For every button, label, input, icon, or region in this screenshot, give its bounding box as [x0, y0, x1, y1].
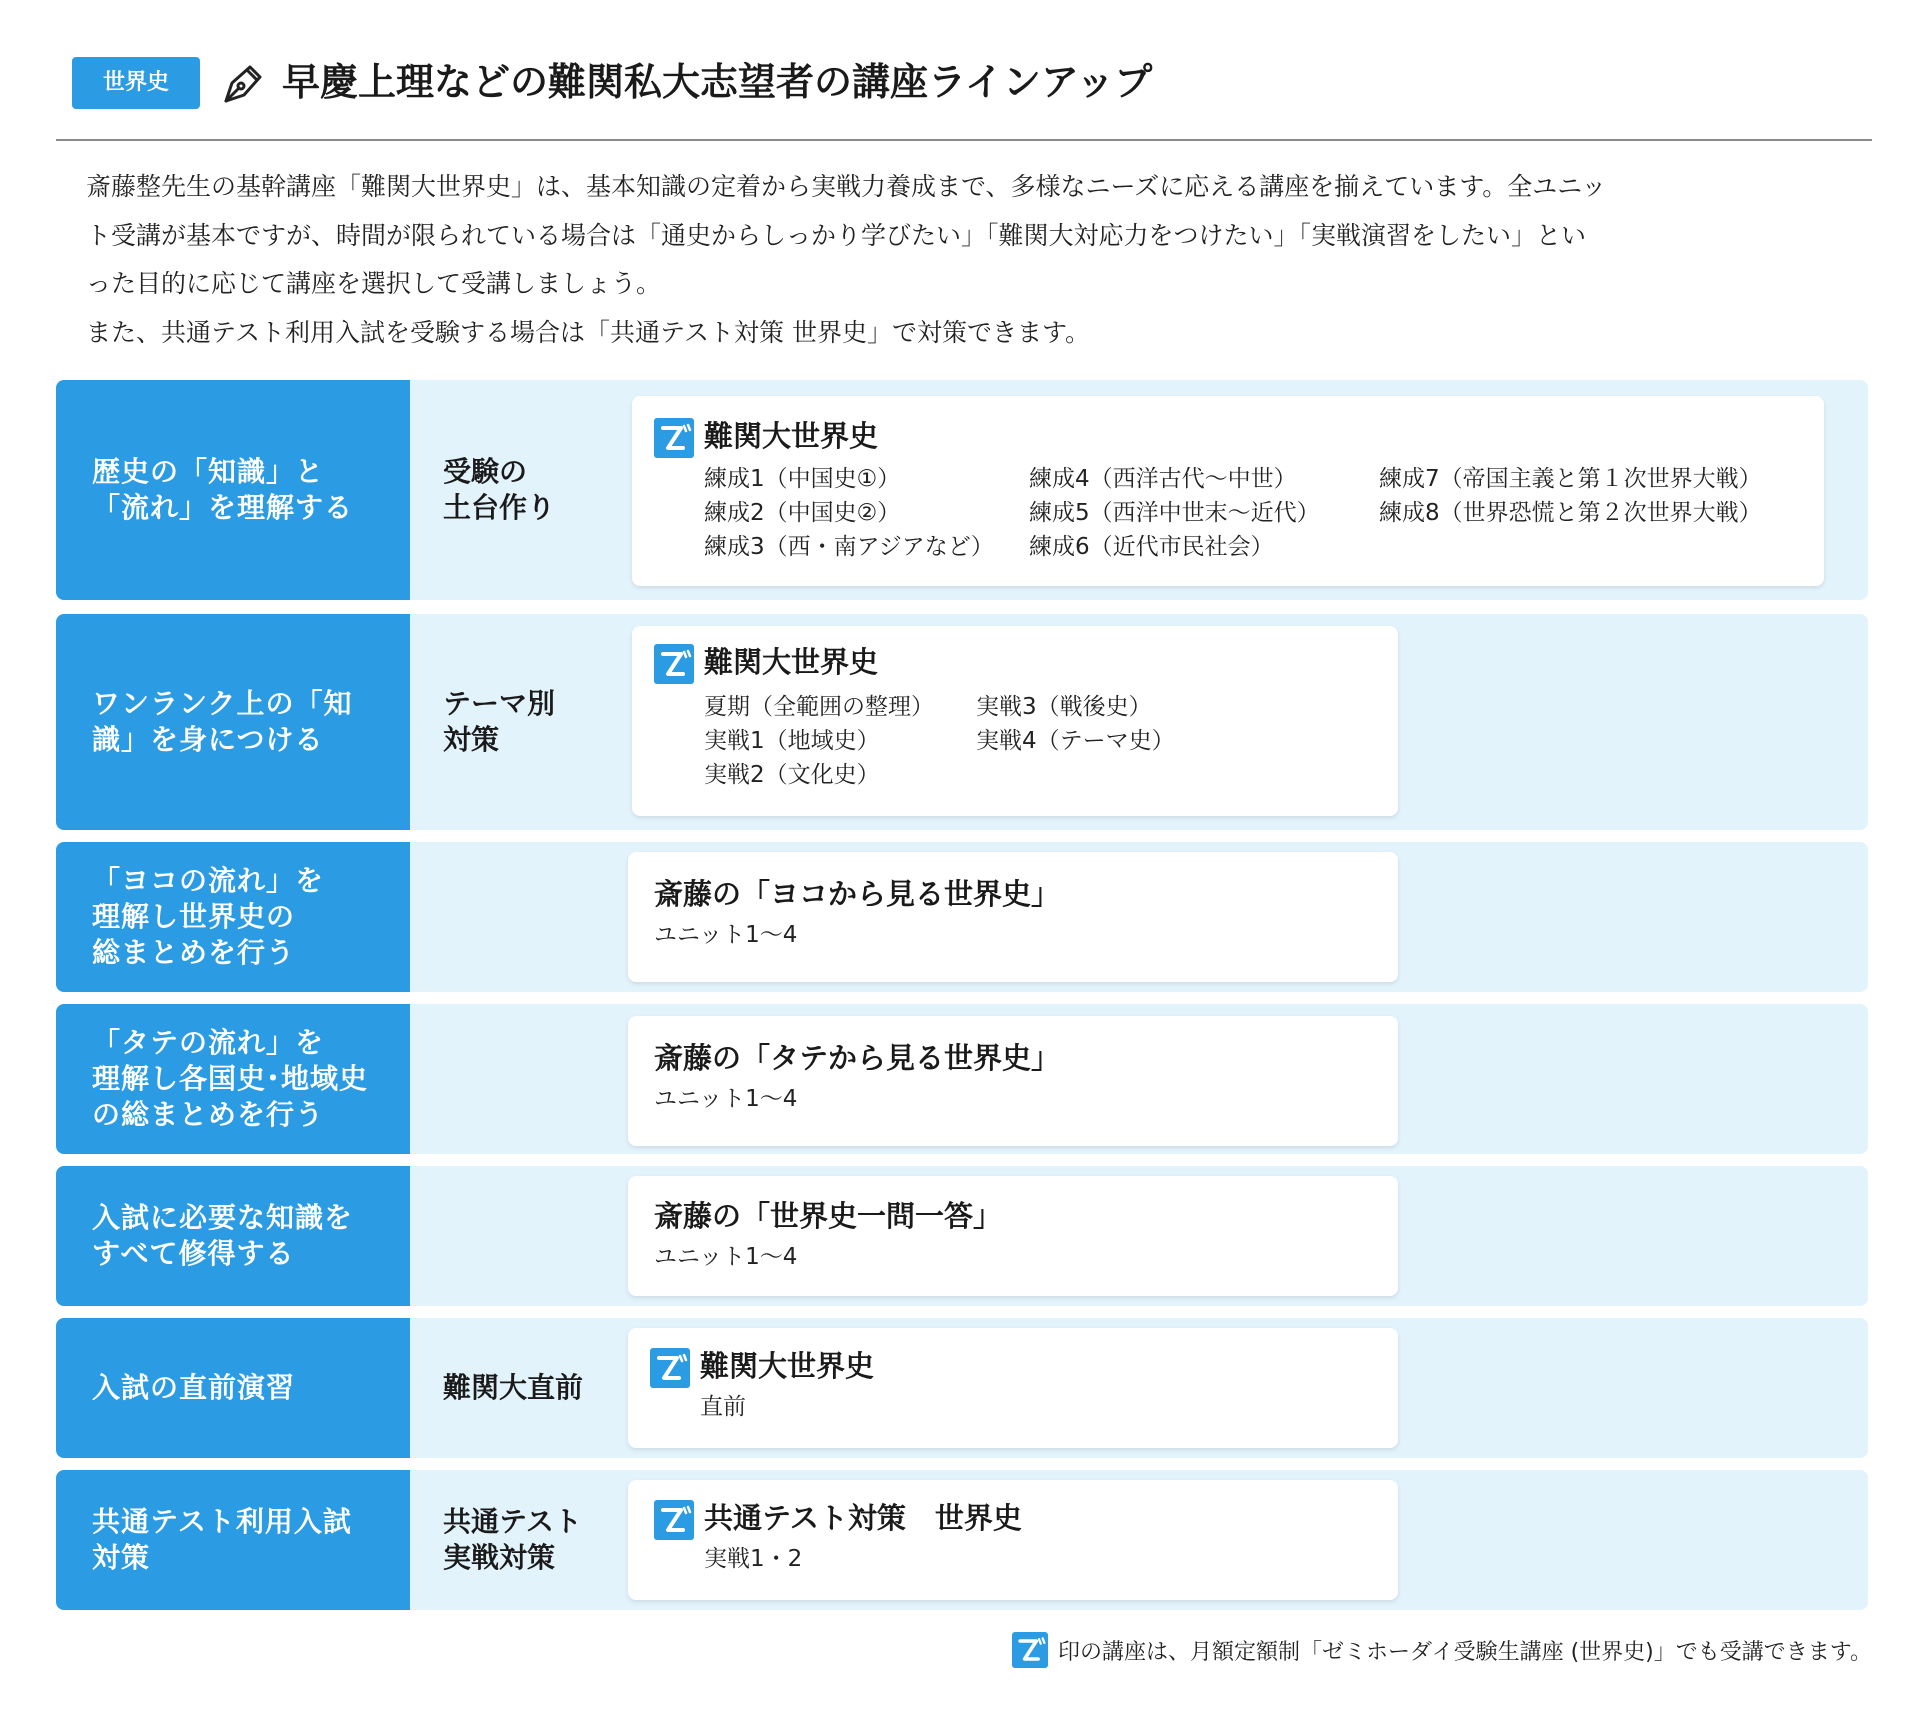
row-category: [443, 614, 643, 830]
row-goal: [56, 842, 410, 992]
course-card[interactable]: [628, 852, 1398, 982]
subject-badge: 世界史: [72, 57, 200, 109]
course-card[interactable]: [628, 1016, 1398, 1146]
zemi-icon: [650, 1348, 690, 1388]
intro-line: った目的に応じて講座を選択して受講しましょう。: [86, 269, 662, 298]
unit-item: 実戦2（文化史）: [704, 762, 880, 788]
unit-item: 練成2（中国史②）: [704, 500, 901, 526]
footnote-text: 印の講座は、月額定額制「ゼミホーダイ受験生講座 (世界史)」でも受講できます。: [1058, 1639, 1872, 1665]
lineup-row: [56, 614, 1868, 830]
course-title: 斎藤の「世界史一問一答」: [654, 1199, 1003, 1233]
course-title: 斎藤の「ヨコから見る世界史」: [654, 877, 1061, 911]
course-title: 難関大世界史: [704, 645, 879, 679]
intro-line: また、共通テスト利用入試を受験する場合は「共通テスト対策 世界史」で対策できます。: [86, 317, 1090, 347]
intro-text: [86, 163, 1846, 357]
unit-item: 練成3（西・南アジアなど）: [704, 534, 994, 560]
row-goal-text: 「ヨコの流れ」を 理解し世界史の 総まとめを行う: [92, 864, 325, 969]
unit-item: 練成7（帝国主義と第１次世界大戦）: [1379, 466, 1762, 492]
row-category-text: テーマ別 対策: [443, 687, 556, 756]
header: [72, 54, 1872, 110]
unit-item: 実戦1（地域史）: [704, 728, 880, 754]
unit-item: 実戦1・2: [704, 1546, 803, 1572]
lineup-row: [56, 842, 1868, 992]
lineup-row: [56, 380, 1868, 600]
row-goal-text: 「タテの流れ」を 理解し各国史･地域史 の総まとめを行う: [92, 1026, 369, 1131]
course-title: 難関大世界史: [704, 419, 879, 453]
unit-item: 実戦3（戦後史）: [976, 694, 1152, 720]
row-goal: [56, 1470, 410, 1610]
intro-line: ト受講が基本ですが、時間が限られている場合は「通史からしっかり学びたい」「難関大対応力をつけたい」「実戦演習をしたい」とい: [86, 220, 1587, 250]
course-title: 斎藤の「タテから見る世界史」: [654, 1041, 1061, 1075]
row-category-text: 受験の 土台作り: [443, 455, 556, 524]
unit-item: ユニット1〜4: [654, 1086, 798, 1112]
row-goal: [56, 614, 410, 830]
zemi-glyph: [1012, 1632, 1048, 1668]
unit-item: ユニット1〜4: [654, 1244, 798, 1270]
course-title: 難関大世界史: [700, 1349, 875, 1383]
unit-item: 練成8（世界恐慌と第２次世界大戦）: [1379, 500, 1762, 526]
course-card[interactable]: [632, 396, 1824, 586]
pen-icon: [220, 61, 266, 107]
unit-item: 練成5（西洋中世末〜近代）: [1029, 500, 1320, 526]
unit-item: 練成4（西洋古代〜中世）: [1029, 466, 1297, 492]
zemi-icon: [1012, 1632, 1048, 1668]
title-divider: [56, 139, 1872, 141]
row-goal: [56, 1318, 410, 1458]
lineup-row: [56, 1470, 1868, 1610]
row-category-text: 共通テスト 実戦対策: [443, 1505, 582, 1574]
unit-item: 実戦4（テーマ史）: [976, 728, 1175, 754]
zemi-glyph: [654, 418, 694, 458]
row-goal-text: ワンランク上の「知 識」を身につける: [92, 687, 353, 756]
unit-item: 練成1（中国史①）: [704, 466, 901, 492]
row-goal: [56, 1166, 410, 1306]
course-card[interactable]: [632, 626, 1398, 816]
zemi-glyph: [654, 1500, 694, 1540]
zemi-icon: [654, 644, 694, 684]
row-goal: [56, 380, 410, 600]
unit-item: 夏期（全範囲の整理）: [704, 694, 934, 720]
row-category: [443, 1318, 643, 1458]
row-goal: [56, 1004, 410, 1154]
zemi-glyph: [654, 644, 694, 684]
row-category: [443, 1470, 643, 1610]
intro-line: 斎藤整先生の基幹講座「難関大世界史」は、基本知識の定着から実戦力養成まで、多様なニーズに応える講座を揃えています。全ユニッ: [86, 172, 1607, 201]
course-card[interactable]: [628, 1480, 1398, 1600]
zemi-icon: [654, 418, 694, 458]
zemi-glyph: [650, 1348, 690, 1388]
course-card[interactable]: [628, 1328, 1398, 1448]
row-goal-text: 入試の直前演習: [92, 1371, 296, 1404]
unit-item: ユニット1〜4: [654, 922, 798, 948]
row-goal-text: 共通テスト利用入試 対策: [92, 1505, 352, 1574]
row-goal-text: 入試に必要な知識を すべて修得する: [92, 1201, 354, 1270]
course-title: 共通テスト対策 世界史: [704, 1501, 1022, 1535]
page-title: 早慶上理などの難関私大志望者の講座ラインアップ: [282, 60, 1153, 104]
lineup-row: [56, 1004, 1868, 1154]
row-goal-text: 歴史の「知識」と 「流れ」を理解する: [92, 455, 354, 524]
unit-item: 直前: [700, 1394, 746, 1420]
course-card[interactable]: [628, 1176, 1398, 1296]
row-category-text: 難関大直前: [443, 1371, 584, 1404]
unit-item: 練成6（近代市民社会）: [1029, 534, 1274, 560]
lineup-row: [56, 1166, 1868, 1306]
lineup-row: [56, 1318, 1868, 1458]
footnote: [1012, 1630, 1872, 1670]
row-category: [443, 380, 643, 600]
zemi-icon: [654, 1500, 694, 1540]
